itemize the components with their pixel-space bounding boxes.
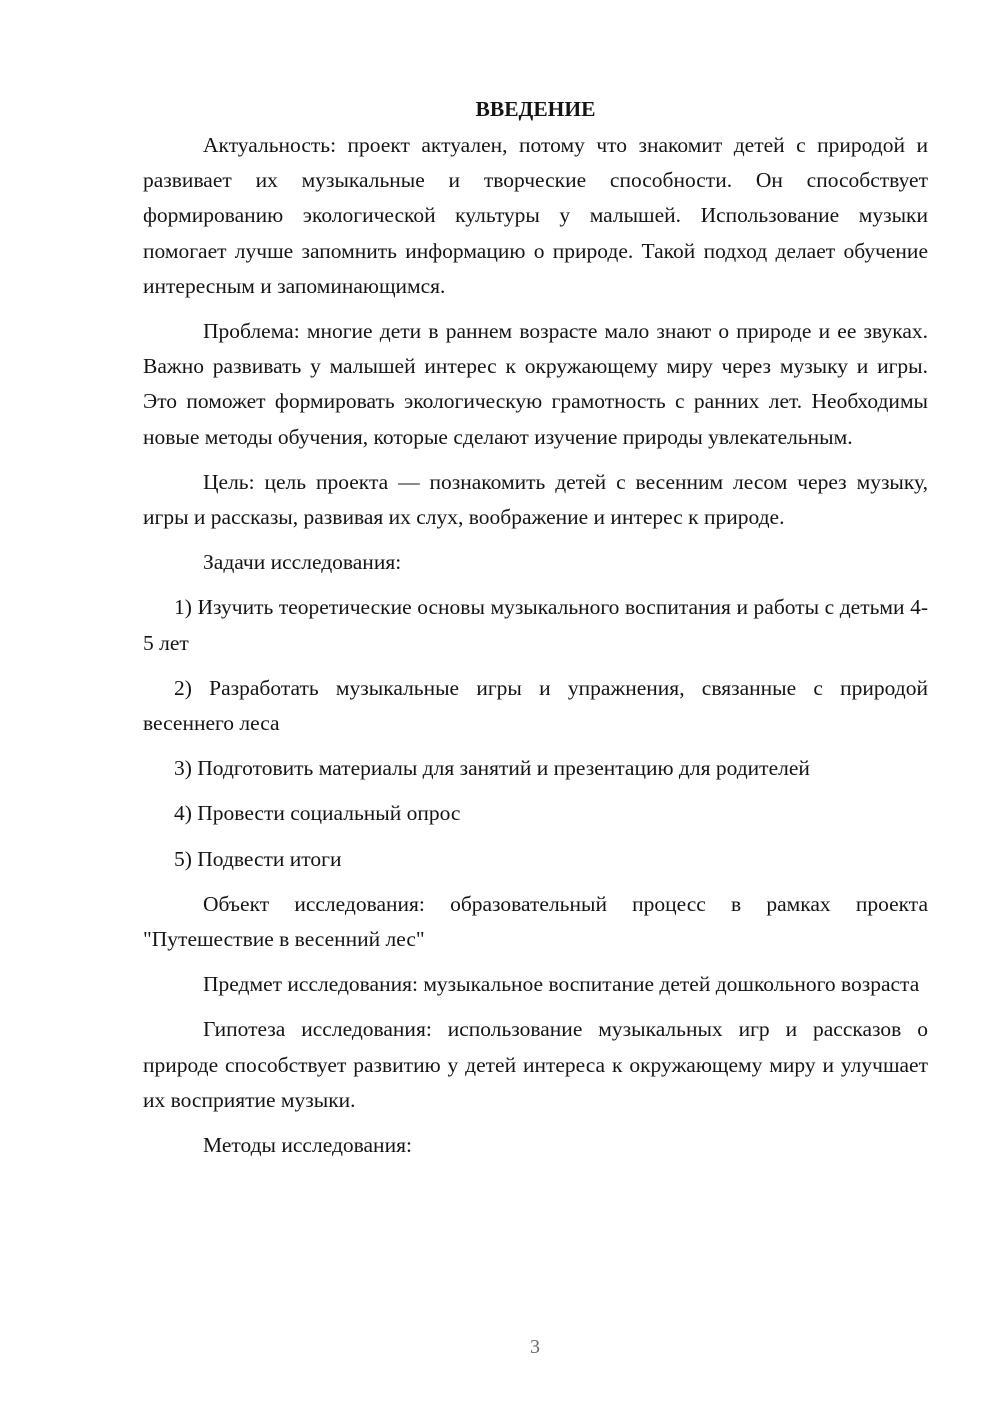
task-item-4: 4) Провести социальный опрос [174,801,461,826]
paragraph-object: Объект исследования: образовательный процесс в рамках проекта "Путешествие в весенний лес" [143,891,928,952]
paragraph-relevance: Актуальность: проект актуален, потому что знакомит детей с природой и развивает их музыкальные и творческие способности. Он способствует формированию экологической культуры у малышей. Использование музыки помогает лучше запомнить информацию о природе. Такой подход делает обучение интересным и запоминающимся. [143,133,928,298]
page-number: 3 [530,1336,540,1358]
task-item-5: 5) Подвести итоги [174,846,342,871]
task-item-1: 1) Изучить теоретические основы музыкального воспитания и работы с детьми 4-5 лет [143,595,928,655]
task-item-3: 3) Подготовить материалы для занятий и презентацию для родителей [174,756,810,781]
section-heading: ВВЕДЕНИЕ [475,97,596,121]
paragraph-tasks-title: Задачи исследования: [203,550,402,575]
task-item-2: 2) Разработать музыкальные игры и упражнения, связанные с природой весеннего леса [143,675,928,736]
paragraph-hypothesis: Гипотеза исследования: использование музыкальных игр и рассказов о природе способствует развитию у детей интереса к окружающему миру и улучшает их восприятие музыки. [143,1017,928,1112]
paragraph-problem: Проблема: многие дети в раннем возрасте мало знают о природе и ее звуках. Важно развивать у малышей интерес к окружающему миру через музыку и игры. Это поможет формировать экологическую грамотность с ранних лет. Необходимы новые методы обучения, которые сделают изучение природы увлекательным. [143,319,928,449]
paragraph-subject: Предмет исследования: музыкальное воспитание детей дошкольного возраста [203,972,920,997]
paragraph-methods-title: Методы исследования: [203,1133,412,1158]
paragraph-goal: Цель: цель проекта — познакомить детей с весенним лесом через музыку, игры и рассказы, развивая их слух, воображение и интерес к природе. [143,469,928,530]
page-body [143,92,928,1173]
